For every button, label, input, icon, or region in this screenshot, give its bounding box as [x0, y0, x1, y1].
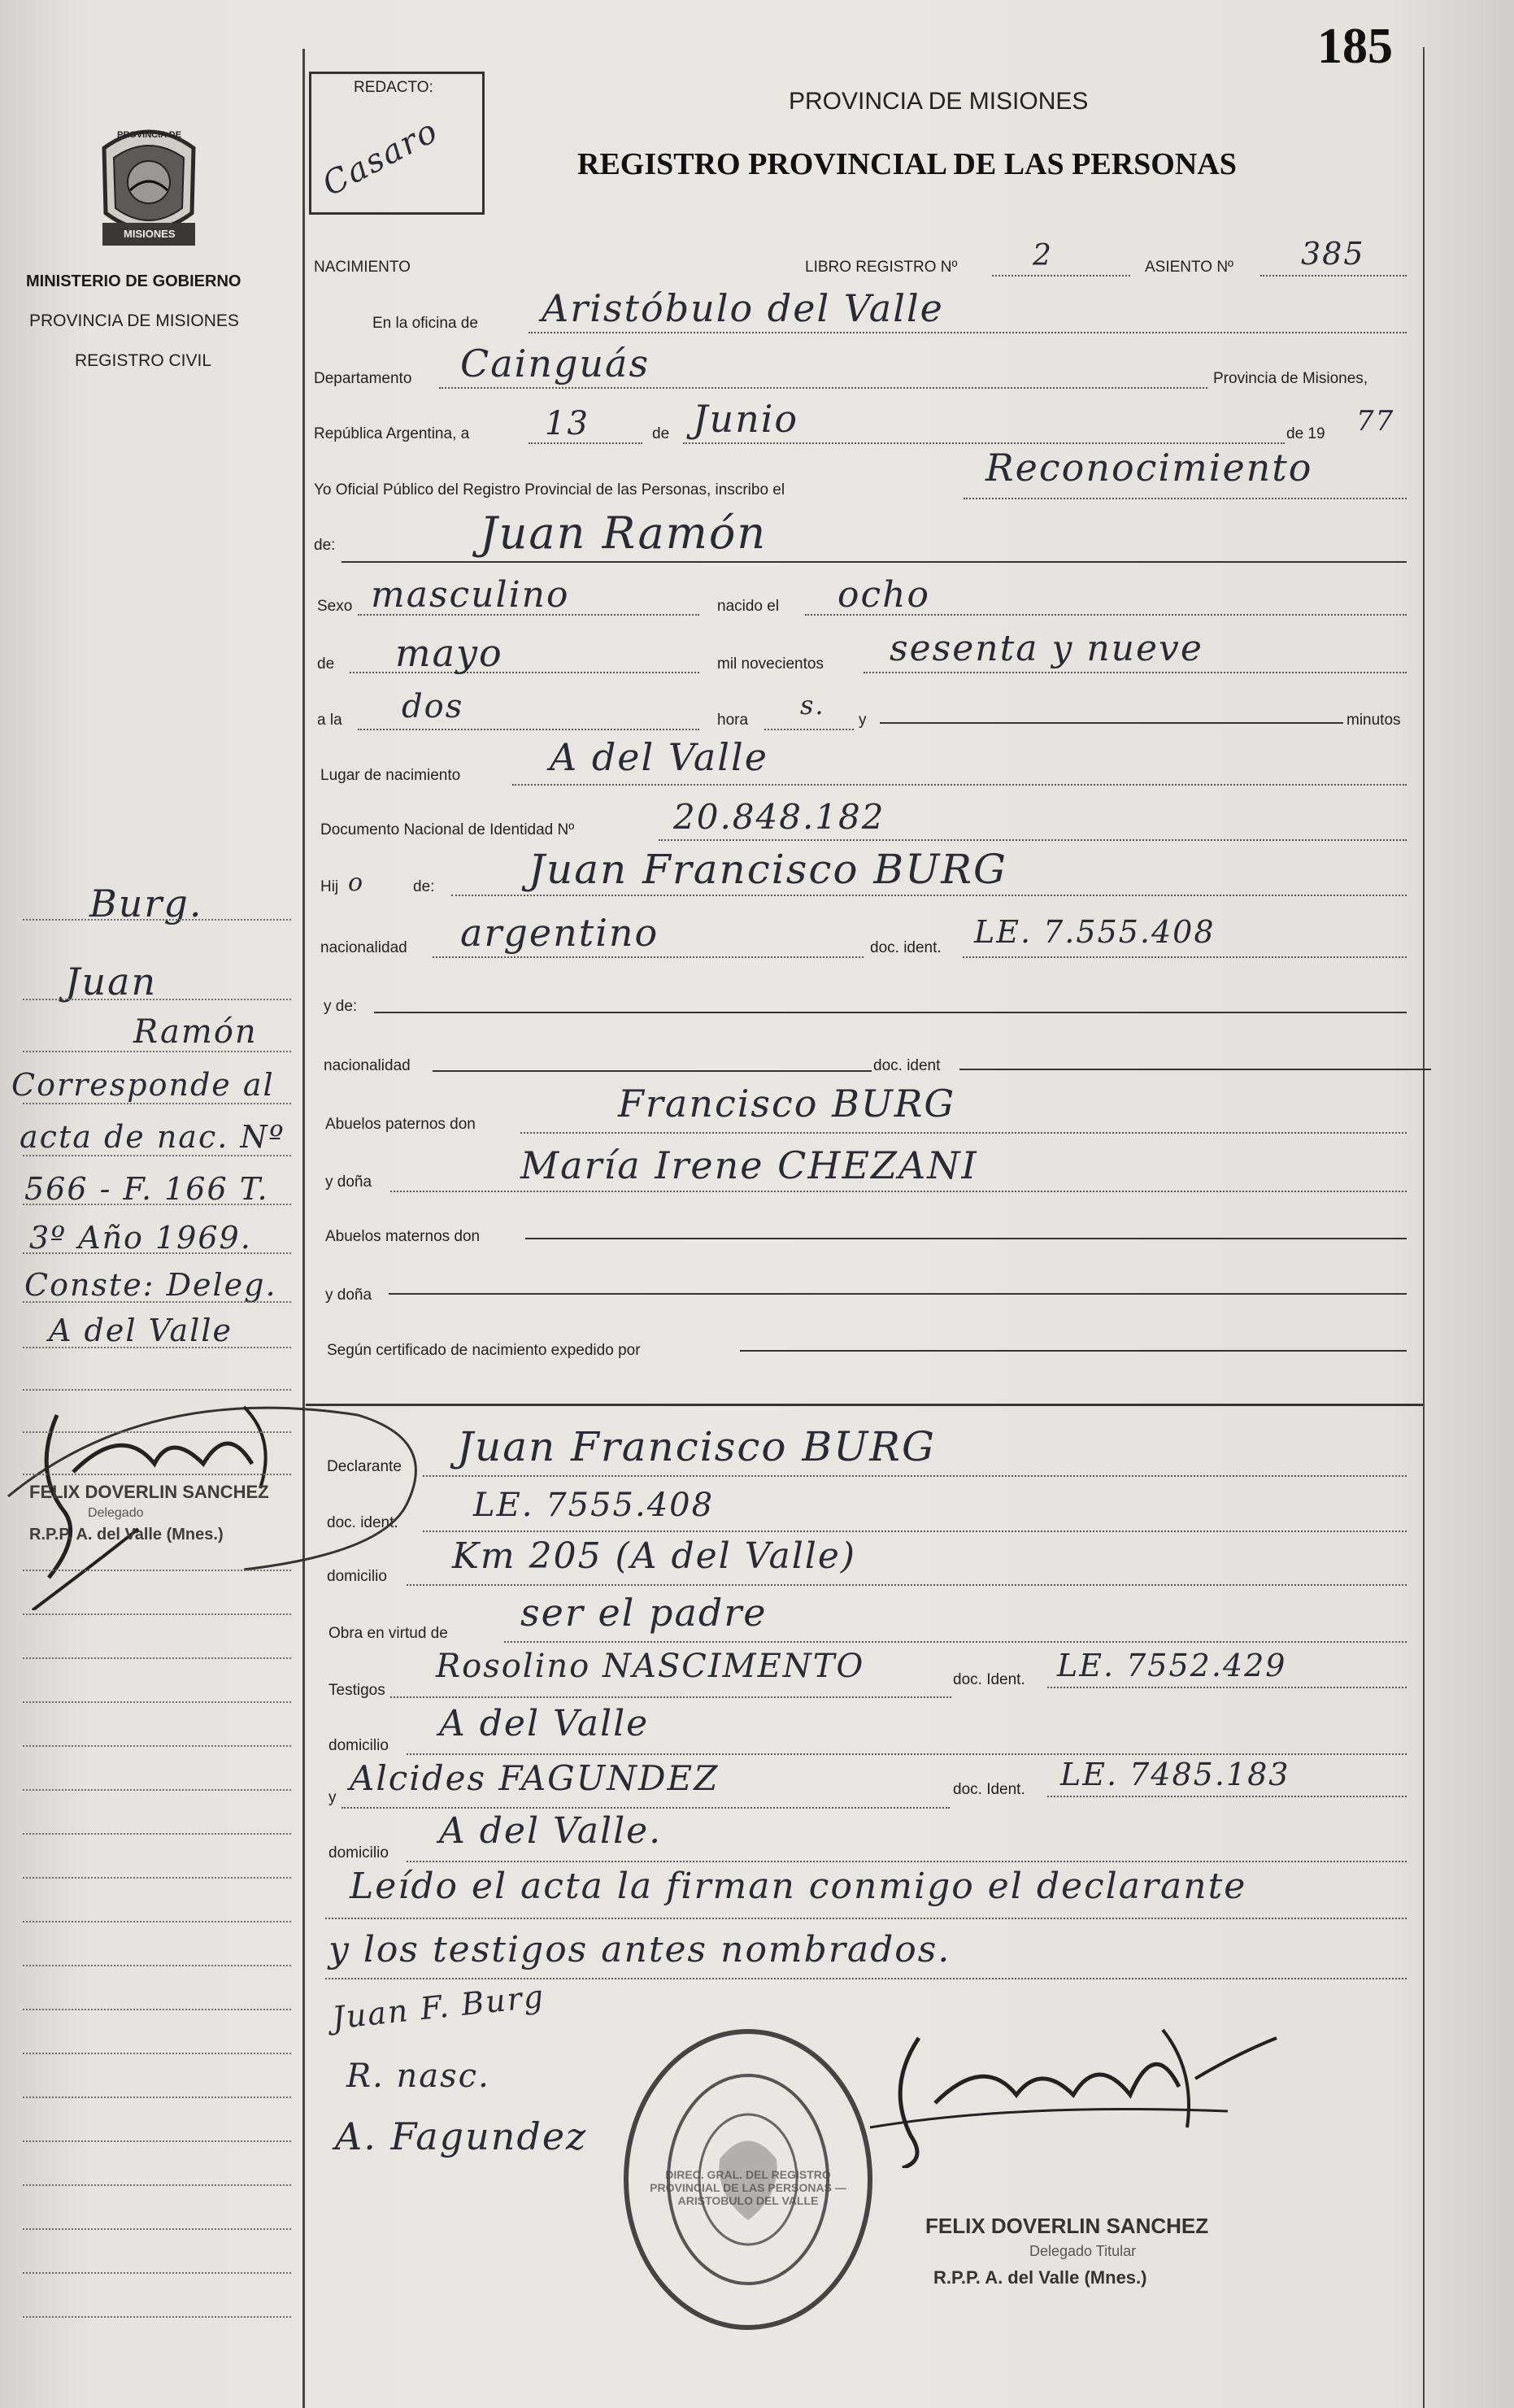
- mes-nac-value: mayo: [395, 631, 503, 675]
- libro-label: LIBRO REGISTRO Nº: [805, 259, 958, 276]
- declarante-signature: Juan F. Burg: [330, 1978, 547, 2036]
- doc-t2-label: doc. Ident.: [953, 1781, 1025, 1798]
- abuelo-pat-value: Francisco BURG: [618, 1082, 956, 1126]
- crest-emblem: [88, 124, 210, 254]
- departamento-label: Departamento: [314, 370, 412, 387]
- margin-note-line-3: Ramón: [133, 1013, 258, 1051]
- official-signature-bottom: [854, 2005, 1309, 2168]
- margin-office: R.P.P. A. del Valle (Mnes.): [29, 1526, 224, 1544]
- closing-line-2: y los testigos antes nombrados.: [328, 1929, 951, 1970]
- official-title-bottom: Delegado Titular: [1029, 2243, 1137, 2259]
- domicilio-t1-value: A del Valle: [439, 1703, 650, 1744]
- minutos-label: minutos: [1347, 712, 1401, 729]
- abuela-pat-value: María Irene CHEZANI: [520, 1143, 978, 1187]
- departamento-value: Cainguás: [460, 342, 650, 385]
- crest-top-text: PROVINCIA DE: [117, 130, 182, 140]
- provincia-label: Provincia de Misiones,: [1213, 370, 1368, 387]
- margin-note-line-6: 566 - F. 166 T.: [24, 1171, 269, 1207]
- oficina-label: En la oficina de: [372, 315, 478, 332]
- de-mes-label: de: [317, 655, 335, 673]
- oficina-value: Aristóbulo del Valle: [542, 286, 944, 330]
- main-right-rule: [1423, 47, 1425, 2408]
- doc-t2-value: LE. 7485.183: [1060, 1757, 1290, 1792]
- asiento-value: 385: [1301, 236, 1365, 272]
- domicilio-label: domicilio: [327, 1568, 387, 1585]
- oficial-label: Yo Oficial Público del Registro Provincial de las Personas, inscribo el: [314, 481, 785, 499]
- testigo2-signature: A. Fagundez: [335, 2114, 588, 2158]
- redacto-label: REDACTO:: [354, 79, 433, 96]
- y-dona-label: y doña: [325, 1174, 372, 1191]
- nacionalidad-value: argentino: [460, 911, 659, 955]
- anio-value: 77: [1356, 405, 1395, 438]
- domicilio-t2-label: domicilio: [328, 1844, 389, 1862]
- hijo-suffix: o: [348, 869, 365, 897]
- registry-title: REGISTRO PROVINCIAL DE LAS PERSONAS: [577, 147, 1237, 181]
- y-t2-label: y: [328, 1789, 337, 1806]
- oficial-value: Reconocimiento: [985, 446, 1313, 490]
- crest-bottom-text: MISIONES: [124, 228, 176, 240]
- dia-value: 13: [545, 405, 590, 442]
- lugar-label: Lugar de nacimiento: [320, 767, 461, 784]
- mes-value: Junio: [693, 397, 799, 441]
- office-bottom: R.P.P. A. del Valle (Mnes.): [933, 2267, 1147, 2288]
- margin-note-line-5: acta de nac. Nº: [20, 1119, 285, 1155]
- hijo-label: Hij: [320, 878, 339, 895]
- margin-note-line-4: Corresponde al: [11, 1067, 275, 1103]
- nacido-value: ocho: [837, 574, 930, 616]
- anio-prefix: de 19: [1286, 425, 1325, 442]
- margin-official-name: FELIX DOVERLIN SANCHEZ: [29, 1482, 269, 1502]
- redacto-box: [309, 72, 485, 215]
- a-la-value: dos: [402, 688, 464, 725]
- y-de-label: y de:: [324, 998, 358, 1015]
- obra-value: ser el padre: [520, 1591, 768, 1635]
- nacionalidad-label: nacionalidad: [320, 939, 407, 956]
- de-label: de: [652, 425, 670, 442]
- declarante-value: Juan Francisco BURG: [457, 1423, 936, 1470]
- anio-nac-value: sesenta y nueve: [890, 628, 1203, 669]
- main-left-rule: [302, 49, 305, 2408]
- republica-label: República Argentina, a: [314, 425, 470, 442]
- asiento-label: ASIENTO Nº: [1145, 259, 1233, 276]
- nacimiento-label: NACIMIENTO: [314, 259, 411, 276]
- round-seal-stamp: [618, 2025, 878, 2334]
- testigo2-value: Alcides FAGUNDEZ: [350, 1758, 720, 1798]
- declarante-label: Declarante: [327, 1458, 402, 1475]
- hora-value: s.: [800, 690, 825, 721]
- dni-label: Documento Nacional de Identidad Nº: [320, 821, 575, 838]
- round-seal-text: DIREC. GRAL. DEL REGISTRO PROVINCIAL DE LAS PERSONAS — ARISTOBULO DEL VALLE: [650, 2168, 846, 2207]
- left-province-label: PROVINCIA DE MISIONES: [29, 311, 239, 330]
- doc-ident2-label: doc. ident: [873, 1057, 941, 1074]
- doc-padre-value: LE. 7.555.408: [974, 914, 1216, 950]
- margin-official-title: Delegado: [88, 1506, 144, 1520]
- abuelos-mat-label: Abuelos maternos don: [325, 1228, 481, 1245]
- civil-registry-label: REGISTRO CIVIL: [75, 351, 212, 370]
- doc-ident-label: doc. ident.: [870, 939, 942, 956]
- sexo-label: Sexo: [317, 598, 353, 615]
- testigos-label: Testigos: [328, 1682, 385, 1699]
- ministry-label: MINISTERIO DE GOBIERNO: [26, 272, 241, 290]
- official-name-bottom: FELIX DOVERLIN SANCHEZ: [925, 2214, 1209, 2238]
- sexo-value: masculino: [371, 574, 570, 616]
- doc-decl-label: doc. ident.: [327, 1514, 398, 1531]
- nacido-label: nacido el: [717, 598, 780, 615]
- y-label: y: [859, 712, 867, 729]
- margin-note-line-9: A del Valle: [49, 1313, 233, 1348]
- province-title: PROVINCIA DE MISIONES: [789, 88, 1089, 115]
- nacionalidad2-label: nacionalidad: [324, 1057, 411, 1074]
- redacto-value: Casaro: [316, 111, 445, 204]
- de-nombre-label: de:: [314, 537, 336, 554]
- doc-t1-value: LE. 7552.429: [1057, 1648, 1287, 1683]
- abuelos-pat-label: Abuelos paternos don: [325, 1116, 476, 1133]
- domicilio-t2-value: A del Valle.: [439, 1810, 663, 1852]
- margin-note-line-8: Conste: Deleg.: [24, 1267, 277, 1303]
- hijo-de-label: de:: [413, 878, 435, 895]
- padre-value: Juan Francisco BURG: [529, 846, 1007, 893]
- a-la-label: a la: [317, 712, 342, 729]
- testigo1-value: Rosolino NASCIMENTO: [436, 1648, 865, 1685]
- obra-label: Obra en virtud de: [328, 1625, 448, 1642]
- segun-label: Según certificado de nacimiento expedido por: [327, 1342, 641, 1359]
- nombre-value: Juan Ramón: [480, 507, 768, 559]
- hora-label: hora: [717, 712, 749, 729]
- page-number: 185: [1317, 19, 1393, 74]
- margin-note-line-7: 3º Año 1969.: [29, 1220, 252, 1256]
- dni-value: 20.848.182: [673, 797, 885, 837]
- mil-label: mil novecientos: [717, 655, 824, 673]
- doc-t1-label: doc. Ident.: [953, 1671, 1025, 1688]
- closing-line-1: Leído el acta la firman conmigo el declarante: [350, 1866, 1247, 1907]
- margin-note-line-1: Burg.: [89, 882, 203, 925]
- lugar-value: A del Valle: [550, 735, 768, 779]
- doc-decl-value: LE. 7555.408: [473, 1487, 715, 1524]
- libro-value: 2: [1033, 239, 1053, 272]
- domicilio-t1-label: domicilio: [328, 1737, 389, 1754]
- y-dona2-label: y doña: [325, 1287, 372, 1304]
- testigo1-signature: R. nasc.: [346, 2057, 490, 2095]
- domicilio-value: Km 205 (A del Valle): [452, 1535, 857, 1577]
- margin-note-line-2: Juan: [65, 960, 158, 1004]
